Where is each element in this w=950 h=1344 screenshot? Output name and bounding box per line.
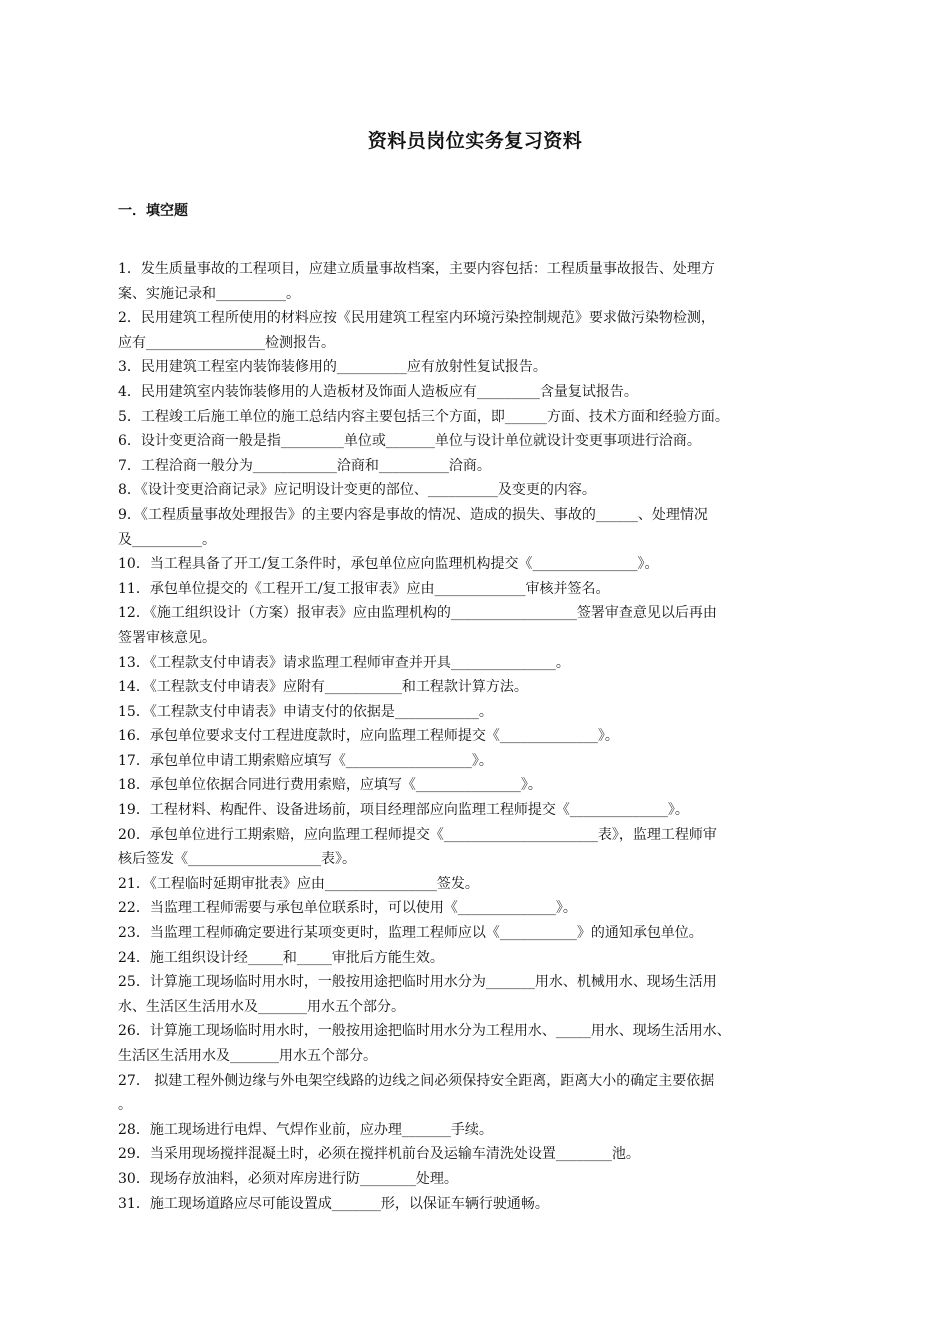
question-line: 及__________。	[118, 531, 216, 548]
question-line: 3．民用建筑工程室内装饰装修用的__________应有放射性复试报告。	[118, 359, 547, 376]
question-line: 25．计算施工现场临时用水时，一般按用途把临时用水分为_______用水、机械用水、现场生活用	[118, 974, 717, 991]
question-line: 14．《工程款支付申请表》应附有___________和工程款计算方法。	[118, 679, 528, 696]
question-line: 8．《设计变更洽商记录》应记明设计变更的部位、__________及变更的内容。	[118, 482, 596, 499]
question-line: 5．工程竣工后施工单位的施工总结内容主要包括三个方面，即______方面、技术方面和经验方面。	[118, 408, 729, 425]
question-line: 26．计算施工现场临时用水时，一般按用途把临时用水分为工程用水、_____用水、现场生活用水、	[118, 1023, 731, 1040]
question-line: 应有_________________检测报告。	[118, 334, 335, 351]
question-line: 4．民用建筑室内装饰装修用的人造板材及饰面人造板应有_________含量复试报告。	[118, 383, 638, 400]
question-line: 生活区生活用水及_______用水五个部分。	[118, 1048, 377, 1064]
question-line: 10．当工程具备了开工/复工条件时，承包单位应向监理机构提交《_______________》。	[118, 556, 659, 573]
question-line: 29．当采用现场搅拌混凝土时，必须在搅拌机前台及运输车清洗处设置________池。	[118, 1146, 640, 1163]
question-line: 2．民用建筑工程所使用的材料应按《民用建筑工程室内环境污染控制规范》要求做污染物检测，	[118, 310, 715, 327]
question-line: 24．施工组织设计经_____和_____审批后方能生效。	[118, 949, 444, 966]
question-line: 9．《工程质量事故处理报告》的主要内容是事故的情况、造成的损失、事故的______、处理情况	[118, 506, 708, 523]
question-line: 13．《工程款支付申请表》请求监理工程师审查并开具_______________。	[118, 654, 570, 671]
question-list	[118, 257, 843, 1216]
question-line: 17．承包单位申请工期索赔应填写《__________________》。	[118, 752, 493, 769]
question-line: 。	[118, 1097, 132, 1114]
question-line: 22．当监理工程师需要与承包单位联系时，可以使用《______________》。	[118, 900, 577, 917]
question-line: 11．承包单位提交的《工程开工/复工报审表》应由_____________审核并签名。	[118, 580, 610, 597]
question-line: 6．设计变更洽商一般是指_________单位或_______单位与设计单位就设计变更事项进行洽商。	[118, 433, 701, 450]
question-line: 27． 拟建工程外侧边缘与外电架空线路的边线之间必须保持安全距离，距离大小的确定主要依据	[118, 1072, 715, 1089]
question-line: 21．《工程临时延期审批表》应由________________签发。	[118, 875, 479, 892]
question-line: 30．现场存放油料，必须对库房进行防________处理。	[118, 1170, 458, 1187]
question-line: 31．施工现场道路应尽可能设置成_______形，以保证车辆行驶通畅。	[118, 1195, 549, 1212]
question-line: 18．承包单位依据合同进行费用索赔，应填写《_______________》。	[118, 777, 542, 794]
question-line: 19．工程材料、构配件、设备进场前，项目经理部应向监理工程师提交《______________》。	[118, 802, 689, 819]
question-line: 12．《施工组织设计（方案）报审表》应由监理机构的__________________签署审查意见以后再由	[118, 605, 717, 622]
question-line: 水、生活区生活用水及_______用水五个部分。	[118, 998, 405, 1015]
question-line: 案、实施记录和__________。	[118, 285, 300, 302]
question-line: 1．发生质量事故的工程项目，应建立质量事故档案，主要内容包括：工程质量事故报告、处理方	[118, 261, 715, 277]
question-line: 16．承包单位要求支付工程进度款时，应向监理工程师提交《______________》。	[118, 728, 619, 745]
question-line: 20．承包单位进行工期索赔，应向监理工程师提交《______________________表》，监理工程师审	[118, 826, 717, 843]
document-title: 资料员岗位实务复习资料	[367, 130, 583, 152]
section-heading: 一．填空题	[118, 203, 188, 219]
question-line: 15．《工程款支付申请表》申请支付的依据是____________。	[118, 703, 493, 720]
question-line: 23．当监理工程师确定要进行某项变更时，监理工程师应以《___________》的通知承包单位。	[118, 925, 703, 942]
question-line: 签署审核意见。	[118, 629, 216, 646]
question-line: 核后签发《___________________表》。	[118, 851, 356, 868]
question-line: 7．工程洽商一般分为____________洽商和__________洽商。	[118, 457, 491, 474]
question-line: 28．施工现场进行电焊、气焊作业前，应办理_______手续。	[118, 1121, 493, 1138]
